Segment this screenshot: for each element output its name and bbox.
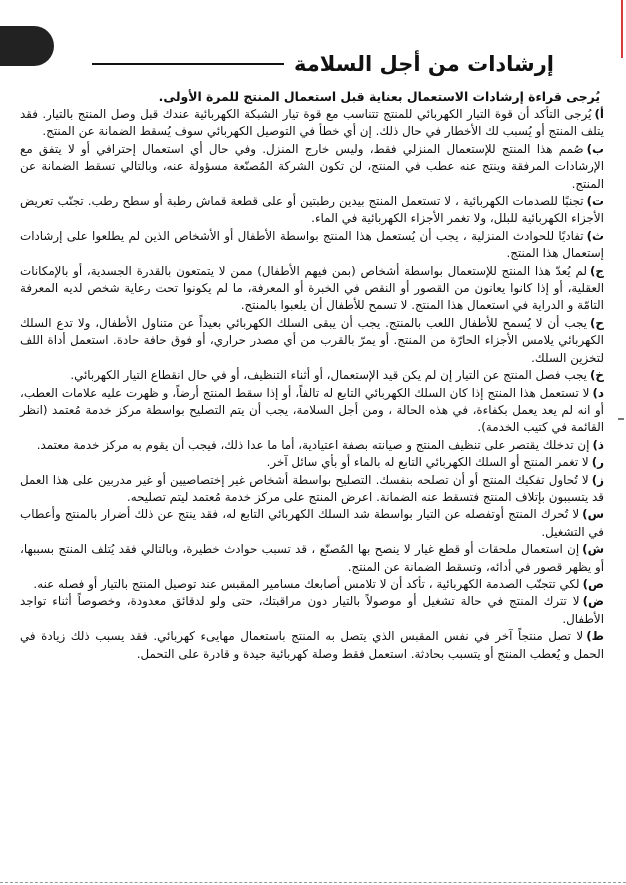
instruction-text: لا تُحاول تفكيك المنتج أو أن تصلحه بنفسك. التصليح بواسطة أشخاص غير إختصاصيين أو غير مدربين على هذا العمل قد يتسببون بإتلاف المنتج فتسقط عنه الضمانة. اعرض المنتج على مركز خدمة مُعتمد ليتم تصليحه. [20, 472, 604, 504]
instruction-text: تفاديًا للحوادث المنزلية ، يجب أن يُستعمل هذا المنتج بواسطة الأطفال أو الأشخاص الذين لم يطلعوا على إرشادات إستعمال هذا المنتج. [20, 228, 604, 261]
instruction-text: لم يُعدّ هذا المنتج للإستعمال بواسطة أشخاص (بمن فيهم الأطفال) ممن لا يتمتعون بالقدرة الجسدية، أو بالإمكانات العقلية، أو إذا كانوا يعانون من القصور أو النقص في الخبرة أو المعرفة، ما لم يكونوا تحت رعاية شخص لديه المعرفة التامّة و الدراية في استعمال هذا المنتج. لا تسمح للأطفال أن يلعبوا بالمنتج. [20, 263, 604, 313]
instruction-label: ث) [586, 228, 604, 243]
instruction-text: لا تستعمل هذا المنتج إذا كان السلك الكهربائي التابع له تالفاً، أو إذا سقط المنتج أرضاً، و ظهرت عليه علامات العطب، أو انه لم يعد يعمل بكفاءة، في هذه الحالة ، ومن أجل السلامة، يجب أن يتم التصليح بواسطة مركز خدمة مُعتمد (انظر القائمة في كتيب الخدمة). [20, 385, 604, 435]
instruction-item [20, 385, 604, 437]
instruction-label: ب) [586, 141, 604, 156]
instruction-text: لا تصل منتجاً آخر في نفس المقبس الذي يتصل به المنتج باستعمال مهايىء كهربائي. فقد يسبب ذلك زيادة في الحمل و يُعطب المنتج أو يتسبب بحادثة. استعمل فقط وصلة كهربائية جيدة و قادرة على التحمل. [20, 629, 604, 661]
instruction-text: لا تترك المنتج في حالة تشغيل أو موصولاً بالتيار دون مراقبتك، حتى ولو لدقائق معدودة، وخصوصاً أثناء تواجد الأطفال. [20, 594, 604, 626]
title-rule [92, 63, 284, 65]
instruction-text: يجب أن لا يُسمح للأطفال اللعب بالمنتج. يجب أن يبقى السلك الكهربائي بعيداً عن متناول الأطفال، ولا تدع السلك الكهربائي يلامس الأجزاء الحارّة من المنتج. أو يمرّ بالقرب من أي مصدر حراري، أو فوق حافة حادة. استعمل أداة اللف لتخزين السلك. [20, 315, 604, 365]
instruction-label: ص) [582, 576, 604, 591]
instruction-item [20, 315, 604, 367]
page-title: إرشادات من أجل السلامة [294, 52, 554, 76]
instruction-label: أ) [594, 107, 604, 121]
intro-text: يُرجى قراءة إرشادات الاستعمال بعناية قبل استعمال المنتج للمرة الأولى. [158, 89, 600, 104]
instruction-label: ح) [589, 315, 604, 330]
instruction-text: صُمم هذا المنتج للإستعمال المنزلي فقط، وليس خارج المنزل. وفي حال أي استعمال إحترافي أو لا يتفق مع الإرشادات المرفقة وينتج عنه عطب في المنتج، لن تكون الشركة المُصنّعة مسؤولة عنه، وبالتالي تسقط الضمانة عن المنتج. [20, 141, 604, 191]
bottom-rule [0, 881, 626, 883]
instruction-text: لكي تتجنّب الصدمة الكهربائية ، تأكد أن لا تلامس أصابعك مسامير المقبس عند توصيل المنتج بالتيار أو فصله عنه. [33, 576, 580, 591]
instruction-text: لا تُحرك المنتج أوتفصله عن التيار بواسطة شد السلك الكهربائي التابع له، فقد ينتج عن ذلك أضرار بالمنتج وأعطاب في التشغيل. [20, 507, 604, 539]
instruction-item [20, 628, 604, 663]
page-edge-tick [618, 418, 624, 420]
instruction-item [20, 193, 604, 228]
instruction-text: لا تغمر المنتج أو السلك الكهربائي التابع له بالماء أو بأي سائل آخر. [266, 455, 589, 470]
instruction-item [20, 472, 604, 507]
instruction-item [20, 437, 604, 454]
instruction-text: يُرجى التأكد أن قوة التيار الكهربائي للمنتج تتناسب مع قوة تيار الشبكة الكهربائية عندك قبل وصل المنتج بالتيار. فقد يتلف المنتج أو يُسبب لك الأخطار في حال ذلك. إن أي خطأ في التوصيل الكهربائي سوف يُسقط الضمانة عن المنتج. [20, 107, 604, 139]
instruction-item [20, 506, 604, 541]
instruction-item [20, 263, 604, 315]
page-edge-line [621, 0, 623, 58]
instruction-item [20, 454, 604, 471]
instruction-item [20, 367, 604, 384]
instruction-text: إن تدخلك يقتصر على تنظيف المنتج و صيانته بصفة اعتيادية، أما ما عدا ذلك، فيجب أن يقوم به مركز خدمة معتمد. [36, 437, 590, 452]
instruction-text: إن استعمال ملحقات أو قطع غيار لا ينصح بها المُصنّع ، قد تسبب حوادث خطيرة، وبالتالي فقد يُتلف المنتج بسببها، أو يظهر قصور في أدائه، وتسقط الضمانة عن المنتج. [20, 542, 604, 574]
instruction-item [20, 593, 604, 628]
instruction-item [20, 141, 604, 193]
instruction-text: تجنبًا للصدمات الكهربائية ، لا تستعمل المنتج بيدين رطبتين أو على قطعة قماش رطبة أو سطح رطب. تجنّب تعريض الأجزاء الكهربائية للبلل، ولا تغمر الأجزاء الكهربائية في الماء. [20, 194, 604, 226]
instruction-text: يجب فصل المنتج عن التيار إن لم يكن قيد الإستعمال، أو أثناء التنظيف، أو في حال انقطاع التيار الكهربائي. [70, 368, 587, 383]
instruction-label: ض) [582, 594, 604, 609]
instruction-item [20, 228, 604, 263]
instruction-label: ت) [586, 194, 604, 209]
instruction-label: ر) [591, 455, 604, 470]
page-header [92, 44, 554, 84]
instruction-label: ش) [582, 542, 604, 557]
safety-instructions [20, 88, 604, 663]
instruction-label: ذ) [592, 437, 604, 452]
instruction-label: ج) [589, 263, 604, 278]
instruction-item [20, 106, 604, 141]
instruction-label: د) [592, 385, 604, 400]
instruction-list [20, 106, 604, 663]
instruction-label: ط) [586, 629, 604, 644]
instruction-item [20, 541, 604, 576]
instruction-item [20, 576, 604, 593]
instruction-label: خ) [589, 368, 604, 383]
instruction-label: ز) [591, 472, 604, 487]
instruction-label: س) [582, 507, 604, 522]
chapter-tab-marker [0, 26, 54, 66]
